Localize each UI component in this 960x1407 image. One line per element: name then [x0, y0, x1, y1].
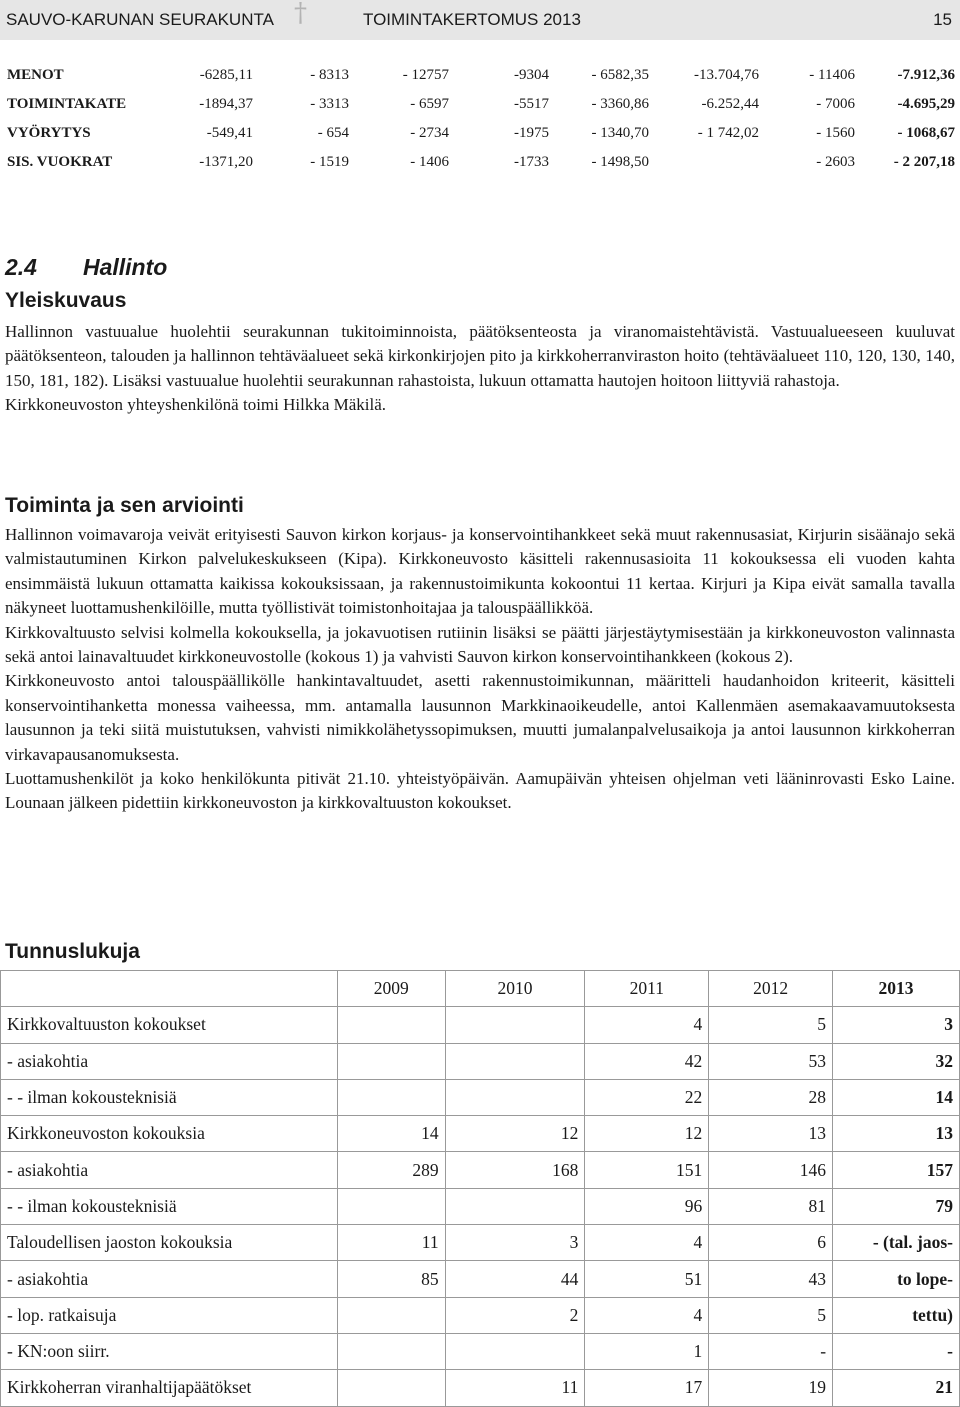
kpi-row — [1, 1370, 960, 1406]
kpi-cell: to lope- — [833, 1261, 960, 1297]
kpi-row-label: - asiakohtia — [1, 1261, 338, 1297]
kpi-year-header: 2011 — [585, 971, 709, 1007]
kpi-cell: 43 — [709, 1261, 833, 1297]
finance-cell: - 654 — [317, 125, 349, 141]
paragraph: Luottamushenkilöt ja koko henkilökunta pitivät 21.10. yhteistyöpäivän. Aamupäivän yhteisen ohjelman veti lääninrovasti Esko Laine. Lounaan jälkeen pidettiin kirkkoneuvoston ja kirkkovaltuuston kokoukset. — [5, 769, 955, 813]
kpi-cell — [445, 1333, 585, 1369]
kpi-cell: 2 — [445, 1297, 585, 1333]
kpi-cell: - (tal. jaos- — [833, 1225, 960, 1261]
kpi-row-label: Kirkkovaltuuston kokoukset — [1, 1007, 338, 1043]
kpi-row-label: - lop. ratkaisuja — [1, 1297, 338, 1333]
kpi-cell: 289 — [337, 1152, 445, 1188]
kpi-cell — [337, 1079, 445, 1115]
kpi-cell: 12 — [445, 1116, 585, 1152]
finance-row — [0, 119, 960, 148]
finance-cell: -9304 — [514, 67, 549, 83]
paragraph: Kirkkovaltuusto selvisi kolmella kokouksella, ja jokavuotisen rutiinin lisäksi se päätti järjestäytymisestään ja kirkkoneuvoston valinnasta sekä antoi lainavaltuudet kirkkoneuvostolle (kokous 1) ja vahvisti Sauvon kirkon konservointihankkeen (kokous 2). — [5, 622, 955, 667]
kpi-cell — [337, 1297, 445, 1333]
kpi-cell: 6 — [709, 1225, 833, 1261]
kpi-row-label: - KN:oon siirr. — [1, 1333, 338, 1369]
kpi-year-header: 2012 — [709, 971, 833, 1007]
kpi-cell — [337, 1370, 445, 1406]
finance-cell: - 3313 — [310, 96, 349, 112]
kpi-row-label: Kirkkoherran viranhaltijapäätökset — [1, 1370, 338, 1406]
kpi-row-label: - - ilman kokousteknisiä — [1, 1188, 338, 1224]
kpi-cell — [445, 1188, 585, 1224]
finance-row — [0, 90, 960, 119]
organization-name: SAUVO-KARUNAN SEURAKUNTA — [6, 10, 274, 29]
kpi-cell: 13 — [709, 1116, 833, 1152]
kpi-cell: - — [833, 1333, 960, 1369]
kpi-cell: tettu) — [833, 1297, 960, 1333]
overview-heading: Yleiskuvaus — [5, 289, 127, 312]
kpi-cell — [445, 1007, 585, 1043]
kpi-cell: 157 — [833, 1152, 960, 1188]
finance-cell: - 1519 — [310, 154, 349, 170]
finance-cell: -13.704,76 — [694, 67, 759, 83]
kpi-cell: 151 — [585, 1152, 709, 1188]
kpi-row — [1, 1043, 960, 1079]
kpi-row — [1, 1116, 960, 1152]
kpi-cell: 14 — [337, 1116, 445, 1152]
page-header — [0, 0, 960, 40]
kpi-row-label: Taloudellisen jaoston kokouksia — [1, 1225, 338, 1261]
kpi-table — [0, 970, 960, 1407]
kpi-cell: 146 — [709, 1152, 833, 1188]
kpi-cell — [445, 1079, 585, 1115]
kpi-cell: 5 — [709, 1007, 833, 1043]
kpi-cell: 42 — [585, 1043, 709, 1079]
kpi-cell — [337, 1007, 445, 1043]
finance-cell: - 8313 — [310, 67, 349, 83]
finance-cell — [654, 148, 764, 177]
finance-cell: - 11406 — [809, 67, 855, 83]
kpi-cell: 4 — [585, 1007, 709, 1043]
kpi-year-header: 2013 — [833, 971, 960, 1007]
kpi-row — [1, 1297, 960, 1333]
finance-cell: -1371,20 — [199, 154, 253, 170]
finance-cell: - 2 207,18 — [893, 154, 955, 170]
finance-cell: - 1340,70 — [591, 125, 649, 141]
kpi-row — [1, 1007, 960, 1043]
kpi-corner-cell — [1, 971, 338, 1007]
kpi-cell — [337, 1188, 445, 1224]
kpi-cell: 51 — [585, 1261, 709, 1297]
paragraph: Hallinnon vastuualue huolehtii seurakunnan tukitoiminnoista, päätöksenteosta ja viranomaistehtävistä. Vastuualueeseen kuuluvat päätöksenteon, talouden ja hallinnon tehtäväalueet sekä kirkonkirjojen pito ja kirkkoherranviraston hoito (tehtäväalueet 110, 120, 130, 140, 150, 181, 182). Lisäksi vastuualue huolehtii seurakunnan rahastoista, lukuun ottamatta hautojen hoitoon liittyviä rahastoja. — [5, 322, 955, 390]
finance-cell: - 2734 — [410, 125, 449, 141]
kpi-cell: 17 — [585, 1370, 709, 1406]
finance-cell: - 1068,67 — [897, 125, 955, 141]
kpi-cell: 12 — [585, 1116, 709, 1152]
kpi-year-header: 2009 — [337, 971, 445, 1007]
kpi-cell: 32 — [833, 1043, 960, 1079]
finance-cell: - 3360,86 — [591, 96, 649, 112]
kpi-cell: 53 — [709, 1043, 833, 1079]
kpi-cell: 5 — [709, 1297, 833, 1333]
kpi-row — [1, 1225, 960, 1261]
kpi-cell: 19 — [709, 1370, 833, 1406]
kpi-cell — [337, 1043, 445, 1079]
kpi-cell: 3 — [445, 1225, 585, 1261]
paragraph: Kirkkoneuvosto antoi talouspäällikölle hankintavaltuudet, asetti rakennustoimikunnan, määritteli haudanhoidon kriteerit, käsitteli konservointihanketta monessa vaiheessa, mm. antamalla lausunnon Markkinaoikeudelle, antoi Kallenmäen asemakaavamuutoksesta lausunnon ja teki siitä muistutuksen, vahvisti nimikkolähetyssopimuksen, muutti jumalanpalvelusaikoja ja antoi lausunnon kirkkoherran virkavapausanomuksesta. — [5, 671, 955, 764]
kpi-row — [1, 1188, 960, 1224]
finance-cell: - 1560 — [816, 125, 855, 141]
finance-cell: - 12757 — [402, 67, 449, 83]
finance-cell: - 2603 — [816, 154, 855, 170]
finance-cell: -6285,11 — [199, 67, 253, 83]
kpi-heading: Tunnuslukuja — [5, 940, 140, 963]
kpi-cell: 81 — [709, 1188, 833, 1224]
kpi-row-label: - asiakohtia — [1, 1152, 338, 1188]
finance-cell: -1975 — [514, 125, 549, 141]
kpi-header-row — [1, 971, 960, 1007]
kpi-row — [1, 1333, 960, 1369]
kpi-cell: 1 — [585, 1333, 709, 1369]
kpi-row — [1, 1079, 960, 1115]
kpi-cell: 96 — [585, 1188, 709, 1224]
paragraph: Hallinnon voimavaroja veivät erityisesti Sauvon kirkon korjaus- ja konservointihankkeet sekä muut rakennusasiat, Kirjurin sisäänajo sekä valmistautuminen Kirkon palvelukeskukseen (Kipa). Kirkkoneuvosto käsitteli rakennusasioita 11 kokouksessa eli vuoden kahta ensimmäistä lukuun ottamatta kaikissa kokouksissaan, ja rakennustoimikunta kokoontui 11 kertaa. Kirjuri ja Kipa eivät samalla tavalla näkyneet luottamushenkilöille, mutta työllistivät toimistonhoitajaa ja talouspäällikköä. — [5, 525, 955, 618]
kpi-cell: 22 — [585, 1079, 709, 1115]
finance-row — [0, 61, 960, 90]
kpi-cell: 13 — [833, 1116, 960, 1152]
finance-cell: - 1406 — [410, 154, 449, 170]
finance-row-label: SIS. VUOKRAT — [7, 154, 113, 170]
finance-cell: - 1 742,02 — [697, 125, 759, 141]
finance-cell: -4.695,29 — [897, 96, 955, 112]
kpi-cell: 14 — [833, 1079, 960, 1115]
finance-row-label: MENOT — [7, 67, 64, 83]
finance-cell: -549,41 — [206, 125, 253, 141]
kpi-row-label: Kirkkoneuvoston kokouksia — [1, 1116, 338, 1152]
kpi-cell — [337, 1333, 445, 1369]
kpi-row-label: - asiakohtia — [1, 1043, 338, 1079]
kpi-cell — [445, 1043, 585, 1079]
kpi-cell: 79 — [833, 1188, 960, 1224]
activity-text — [5, 523, 955, 816]
finance-cell: - 6582,35 — [591, 67, 649, 83]
report-title: TOIMINTAKERTOMUS 2013 — [363, 10, 581, 29]
kpi-cell: 85 — [337, 1261, 445, 1297]
kpi-cell: 44 — [445, 1261, 585, 1297]
kpi-cell: 11 — [337, 1225, 445, 1261]
section-title: Hallinto — [82, 254, 168, 280]
overview-text — [5, 320, 955, 418]
kpi-cell: 11 — [445, 1370, 585, 1406]
paragraph: Kirkkoneuvoston yhteyshenkilönä toimi Hilkka Mäkilä. — [5, 395, 387, 415]
finance-row-label: TOIMINTAKATE — [7, 96, 127, 112]
finance-row — [0, 148, 960, 177]
finance-row-label: VYÖRYTYS — [7, 125, 91, 141]
kpi-cell: 21 — [833, 1370, 960, 1406]
finance-cell: - 6597 — [410, 96, 449, 112]
kpi-cell: - — [709, 1333, 833, 1369]
finance-table — [0, 61, 960, 177]
kpi-row — [1, 1152, 960, 1188]
activity-heading: Toiminta ja sen arviointi — [5, 494, 244, 517]
kpi-cell: 28 — [709, 1079, 833, 1115]
kpi-cell: 3 — [833, 1007, 960, 1043]
finance-cell: -7.912,36 — [897, 67, 955, 83]
kpi-row — [1, 1261, 960, 1297]
section-number: 2.4 — [5, 254, 37, 280]
finance-cell: - 1498,50 — [591, 154, 649, 170]
kpi-row-label: - - ilman kokousteknisiä — [1, 1079, 338, 1115]
finance-cell: -6.252,44 — [701, 96, 759, 112]
page-number: 15 — [933, 10, 952, 29]
cross-icon: † — [294, 0, 307, 28]
finance-cell: - 7006 — [816, 96, 855, 112]
finance-cell: -5517 — [514, 96, 549, 112]
kpi-cell: 4 — [585, 1297, 709, 1333]
kpi-cell: 4 — [585, 1225, 709, 1261]
finance-cell: -1894,37 — [199, 96, 253, 112]
kpi-year-header: 2010 — [445, 971, 585, 1007]
finance-cell: -1733 — [514, 154, 549, 170]
section-heading — [5, 254, 167, 281]
kpi-cell: 168 — [445, 1152, 585, 1188]
